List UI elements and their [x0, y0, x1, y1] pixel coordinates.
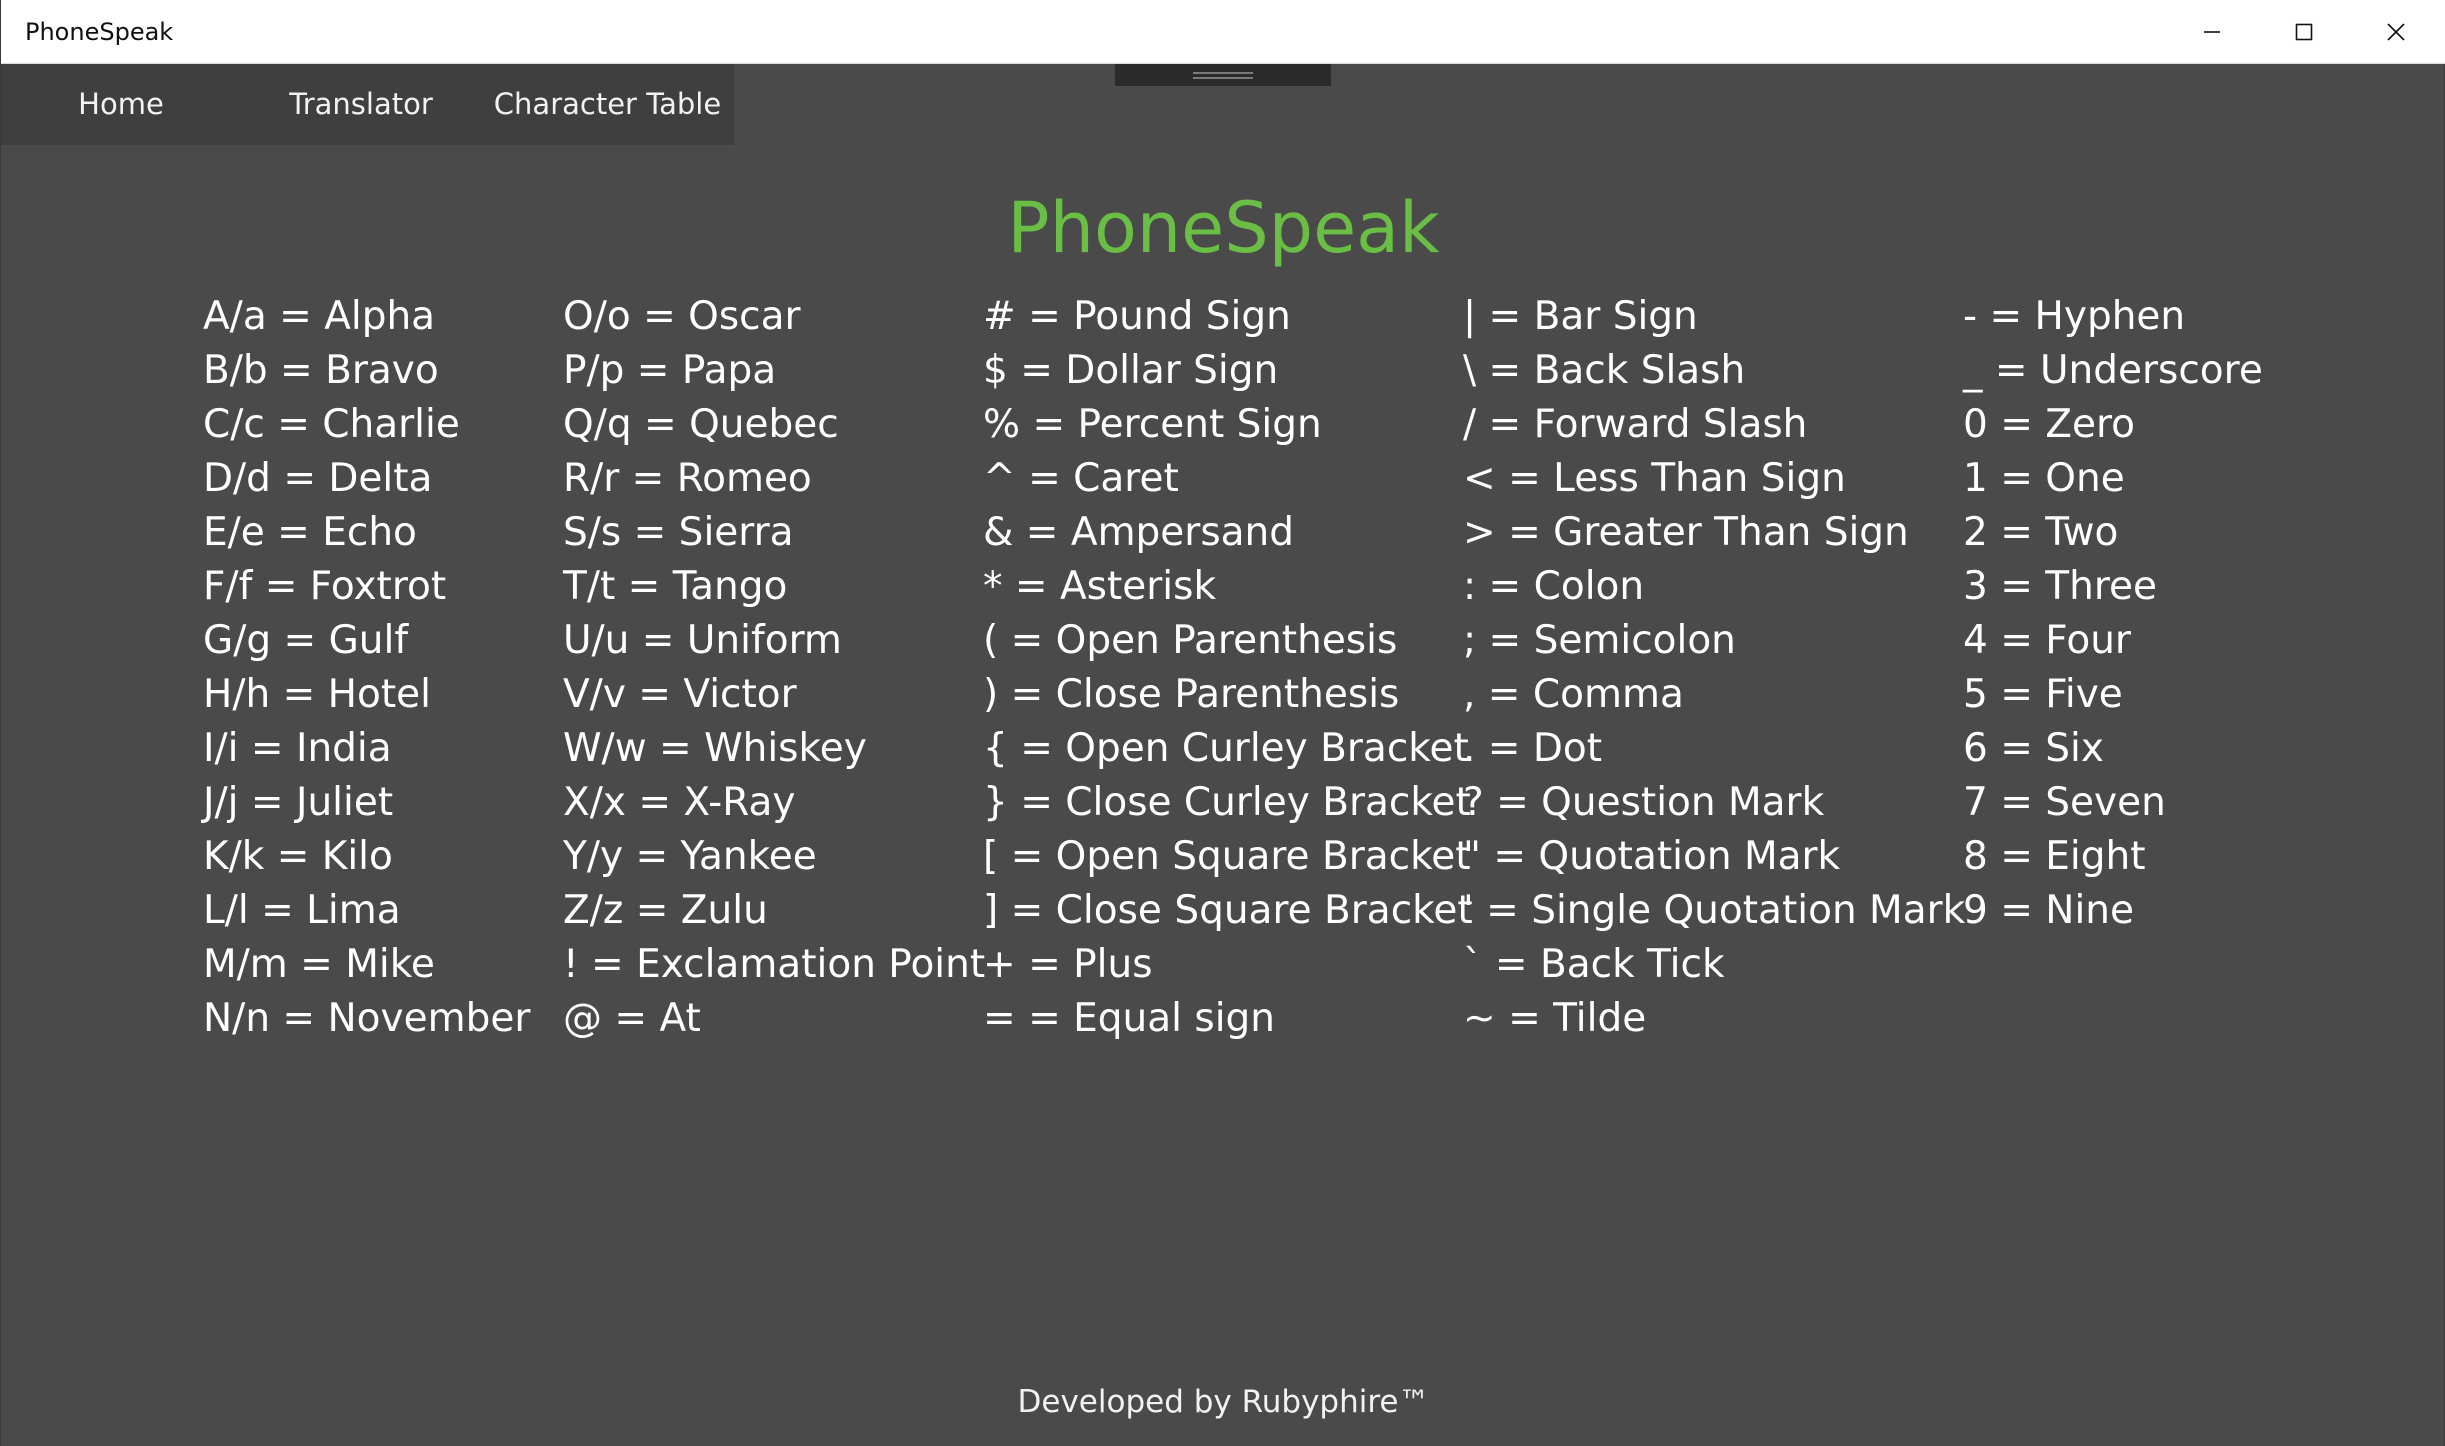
page-title: PhoneSpeak [1007, 187, 1440, 269]
nav-item-home[interactable]: Home [78, 87, 164, 121]
list-item: & = Ampersand [983, 510, 1295, 555]
grip-line [1193, 72, 1253, 74]
list-item: O/o = Oscar [563, 294, 801, 339]
list-item: R/r = Romeo [563, 456, 812, 501]
minimize-button[interactable] [2166, 0, 2258, 64]
close-button[interactable] [2350, 0, 2442, 64]
list-item: @ = At [563, 996, 701, 1041]
grip-line [1193, 77, 1253, 79]
maximize-icon [2294, 22, 2314, 42]
list-item: " = Quotation Mark [1463, 834, 1841, 879]
list-item: T/t = Tango [563, 564, 788, 609]
list-item: H/h = Hotel [203, 672, 431, 717]
list-item: ] = Close Square Bracket [983, 888, 1473, 933]
list-item: L/l = Lima [203, 888, 401, 933]
list-item: A/a = Alpha [203, 294, 436, 339]
list-item: . = Dot [1463, 726, 1603, 771]
nav-item-translator[interactable]: Translator [289, 87, 433, 121]
list-item: G/g = Gulf [203, 618, 409, 663]
list-item: Z/z = Zulu [563, 888, 768, 933]
drag-handle[interactable] [1115, 64, 1331, 86]
character-column-4 [1463, 290, 1965, 1046]
list-item: U/u = Uniform [563, 618, 842, 663]
list-item: 1 = One [1963, 456, 2125, 501]
character-column-3 [983, 290, 1473, 1046]
list-item: M/m = Mike [203, 942, 435, 987]
list-item: D/d = Delta [203, 456, 433, 501]
maximize-button[interactable] [2258, 0, 2350, 64]
list-item: ~ = Tilde [1463, 996, 1647, 1041]
list-item: Y/y = Yankee [563, 834, 817, 879]
list-item: 0 = Zero [1963, 402, 2136, 447]
list-item: ; = Semicolon [1463, 618, 1736, 663]
list-item: X/x = X-Ray [563, 780, 796, 825]
list-item: ` = Back Tick [1463, 942, 1725, 987]
list-item: ^ = Caret [983, 456, 1179, 501]
character-column-2 [563, 290, 985, 1046]
list-item: J/j = Juliet [203, 780, 394, 825]
minimize-icon [2202, 22, 2222, 42]
list-item: ( = Open Parenthesis [983, 618, 1398, 663]
character-column-5 [1963, 290, 2263, 938]
list-item: S/s = Sierra [563, 510, 794, 555]
character-column-1 [203, 290, 530, 1046]
list-item: ? = Question Mark [1463, 780, 1825, 825]
list-item: _ = Underscore [1963, 348, 2263, 393]
list-item: = = Equal sign [983, 996, 1276, 1041]
list-item: + = Plus [983, 942, 1153, 987]
footer-credit: Developed by Rubyphire™ [1017, 1384, 1430, 1420]
list-item: E/e = Echo [203, 510, 417, 555]
list-item: : = Colon [1463, 564, 1645, 609]
list-item: Q/q = Quebec [563, 402, 839, 447]
list-item: | = Bar Sign [1463, 294, 1698, 339]
close-icon [2386, 22, 2406, 42]
list-item: 7 = Seven [1963, 780, 2166, 825]
list-item: } = Close Curley Bracket [983, 780, 1471, 825]
list-item: ! = Exclamation Point [563, 942, 986, 987]
list-item: # = Pound Sign [983, 294, 1291, 339]
list-item: * = Asterisk [983, 564, 1217, 609]
title-bar[interactable] [1, 0, 2445, 64]
list-item: $ = Dollar Sign [983, 348, 1279, 393]
main-navigation [1, 64, 734, 145]
list-item: 4 = Four [1963, 618, 2131, 663]
list-item: { = Open Curley Bracket [983, 726, 1469, 771]
nav-item-character-table[interactable]: Character Table [493, 87, 722, 121]
list-item: C/c = Charlie [203, 402, 460, 447]
list-item: ) = Close Parenthesis [983, 672, 1400, 717]
list-item: P/p = Papa [563, 348, 777, 393]
list-item: < = Less Than Sign [1463, 456, 1846, 501]
list-item: F/f = Foxtrot [203, 564, 447, 609]
list-item: I/i = India [203, 726, 392, 771]
list-item: - = Hyphen [1963, 294, 2186, 339]
list-item: 5 = Five [1963, 672, 2123, 717]
list-item: B/b = Bravo [203, 348, 439, 393]
list-item: / = Forward Slash [1463, 402, 1808, 447]
list-item: K/k = Kilo [203, 834, 393, 879]
list-item: ' = Single Quotation Mark [1463, 888, 1966, 933]
list-item: , = Comma [1463, 672, 1684, 717]
list-item: 2 = Two [1963, 510, 2119, 555]
list-item: > = Greater Than Sign [1463, 510, 1909, 555]
list-item: 8 = Eight [1963, 834, 2146, 879]
list-item: N/n = November [203, 996, 531, 1041]
list-item: [ = Open Square Bracket [983, 834, 1471, 879]
window-title: PhoneSpeak [25, 18, 174, 46]
list-item: \ = Back Slash [1463, 348, 1746, 393]
list-item: 6 = Six [1963, 726, 2104, 771]
list-item: V/v = Victor [563, 672, 797, 717]
list-item: 3 = Three [1963, 564, 2157, 609]
list-item: W/w = Whiskey [563, 726, 867, 771]
list-item: 9 = Nine [1963, 888, 2135, 933]
list-item: % = Percent Sign [983, 402, 1322, 447]
